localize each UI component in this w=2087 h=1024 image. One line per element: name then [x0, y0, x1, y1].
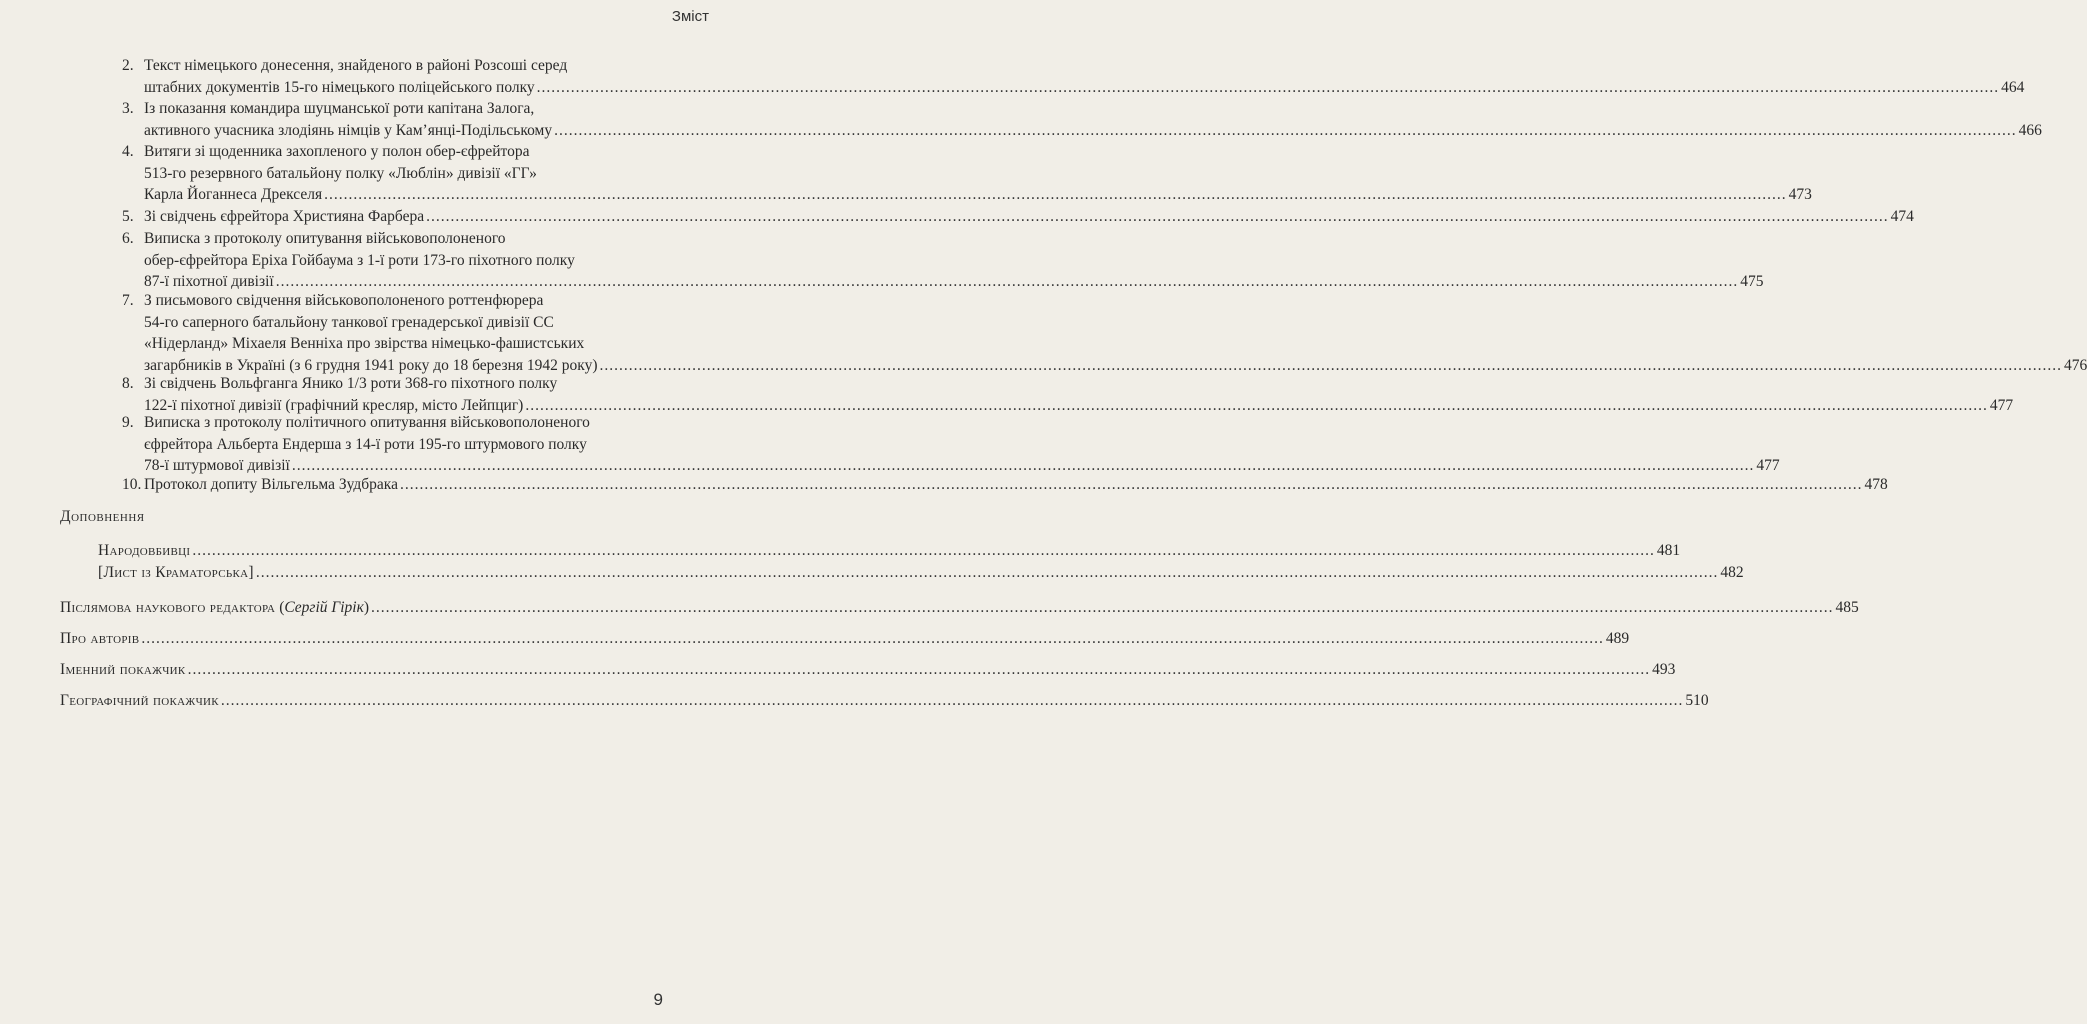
entry-title-line: Із показання командира шуцманської роти капітана Залога,	[144, 100, 535, 117]
dot-leader: ............................................................................................................................................................................................................................................................................................................	[275, 273, 1739, 290]
dot-leader: ............................................................................................................................................................................................................................................................................................................	[220, 692, 1684, 709]
entry-body	[144, 290, 2087, 376]
entry-body	[144, 412, 1780, 477]
entry-page-number: 485	[1835, 599, 1859, 616]
entry-page-number: 475	[1740, 273, 1764, 290]
entry-page-number: 477	[1989, 396, 2014, 414]
entry-body	[144, 228, 1764, 293]
dot-leader: ............................................................................................................................................................................................................................................................................................................	[400, 476, 1863, 493]
back-matter-entry[interactable]	[60, 690, 1709, 712]
entry-body	[144, 55, 2025, 98]
entry-title-text: Іменний покажчик	[60, 661, 186, 678]
dot-leader: ............................................................................................................................................................................................................................................................................................................	[371, 599, 1834, 616]
entry-title: [Лист із Краматорська]	[98, 564, 254, 581]
dot-leader: ............................................................................................................................................................................................................................................................................................................	[255, 564, 1719, 581]
dot-leader: ............................................................................................................................................................................................................................................................................................................	[599, 356, 2062, 374]
toc-entry[interactable]	[122, 474, 1888, 496]
dot-leader: ............................................................................................................................................................................................................................................................................................................	[426, 208, 1889, 225]
dot-leader: ............................................................................................................................................................................................................................................................................................................	[187, 661, 1651, 678]
entry-body	[144, 141, 1812, 206]
entry-title	[60, 659, 186, 681]
entry-number: 7.	[122, 292, 134, 309]
toc-entry[interactable]	[122, 373, 2014, 416]
entry-page-number: 477	[1756, 457, 1780, 474]
entry-title-line: Текст німецького донесення, знайденого в районі Розсоші серед	[144, 57, 568, 74]
entry-title-line: Виписка з протоколу політичного опитування військовополоненого	[144, 414, 590, 431]
entry-last-line	[98, 562, 1744, 584]
entry-last-line	[60, 628, 1630, 650]
entry-last-line	[144, 184, 1812, 206]
entry-page-number: 476	[2064, 356, 2087, 374]
entry-number: 3.	[122, 100, 134, 117]
entry-title-line: штабних документів 15-го німецького поліцейського полку	[144, 78, 535, 96]
entry-body	[144, 474, 1888, 496]
entry-title-line: 513-го резервного батальйону полку «Люблін» дивізії «ГГ»	[144, 164, 537, 182]
entry-title-line: Зі свідчень Вольфганга Янико 1/3 роти 368-го піхотного полку	[144, 375, 558, 392]
entry-last-line	[144, 77, 2025, 99]
entry-last-line	[144, 474, 1888, 496]
supplement-entry[interactable]	[98, 540, 1681, 562]
entry-page-number: 510	[1685, 692, 1709, 709]
dot-leader: ............................................................................................................................................................................................................................................................................................................	[525, 396, 1988, 414]
entry-title: Післямова наукового редактора (Сергій Гірік)	[60, 599, 370, 616]
entry-last-line	[144, 206, 1914, 228]
entry-body	[144, 373, 2014, 416]
entry-title-line: 54-го саперного батальйону танкової гренадерської дивізії СС	[144, 313, 554, 331]
entry-number: 5.	[122, 208, 134, 225]
entry-last-line	[60, 659, 1676, 681]
back-matter-entry[interactable]	[60, 597, 1859, 619]
dot-leader: ............................................................................................................................................................................................................................................................................................................	[554, 121, 2017, 139]
dot-leader: ............................................................................................................................................................................................................................................................................................................	[536, 78, 2000, 96]
toc-entry[interactable]	[122, 228, 1764, 293]
running-head: Зміст	[671, 8, 709, 25]
dot-leader: ............................................................................................................................................................................................................................................................................................................	[141, 630, 1604, 647]
entry-number: 6.	[122, 230, 134, 247]
entry-title-text: Про авторів	[60, 630, 140, 647]
entry-title	[60, 690, 219, 712]
toc-entry[interactable]	[122, 412, 1780, 477]
entry-number: 8.	[122, 375, 134, 392]
entry-title-line: активного учасника злодіянь німців у Кам’янці-Подільському	[144, 121, 553, 139]
entry-title-text: Післямова наукового редактора	[60, 599, 276, 616]
entry-page-number: 493	[1652, 661, 1676, 678]
entry-title-line: «Нідерланд» Міхаеля Венніхa про звірства німецько-фашистських	[144, 335, 585, 352]
back-matter-entry[interactable]	[60, 628, 1630, 650]
entry-last-line	[60, 690, 1709, 712]
entry-title-line: З письмового свідчення військовополоненого роттенфюрера	[144, 292, 544, 309]
entry-number: 9.	[122, 414, 134, 431]
toc-entry[interactable]	[122, 206, 1914, 228]
entry-title-line: 122-ї піхотної дивізії (графічний кресляр, місто Лейпциг)	[144, 396, 524, 414]
entry-page-number: 481	[1656, 542, 1681, 559]
entry-last-line	[60, 597, 1859, 619]
entry-title-line: обер-єфрейтора Еріха Гойбаума з 1-ї роти 173-го піхотного полку	[144, 251, 575, 269]
entry-body	[144, 206, 1914, 228]
entry-page-number: 478	[1864, 476, 1888, 493]
entry-author: Сергій Гірік	[284, 599, 364, 616]
entry-page-number: 466	[2018, 121, 2042, 139]
page-number: 9	[653, 990, 663, 1009]
toc-entry[interactable]	[122, 141, 1812, 206]
entry-title	[60, 628, 139, 650]
entry-page-number: 474	[1890, 208, 1914, 225]
entry-title-line: Зі свідчень єфрейтора Християна Фарбера	[144, 208, 425, 225]
toc-entry[interactable]	[122, 98, 2042, 141]
entry-title-line: Виписка з протоколу опитування військовополоненого	[144, 230, 506, 247]
entry-number: 2.	[122, 57, 134, 74]
entry-title: Народовбивці	[98, 542, 191, 559]
toc-entry[interactable]	[122, 290, 2087, 376]
entry-title-text: Географічний покажчик	[60, 692, 219, 709]
dot-leader: ............................................................................................................................................................................................................................................................................................................	[192, 542, 1655, 559]
entry-last-line	[98, 540, 1681, 562]
toc-entry[interactable]	[122, 55, 2025, 98]
entry-page-number: 482	[1720, 564, 1744, 581]
entry-title-line: Протокол допиту Вільгельма Зудбрака	[144, 476, 398, 493]
dot-leader: ............................................................................................................................................................................................................................................................................................................	[291, 457, 1755, 474]
dot-leader: ............................................................................................................................................................................................................................................................................................................	[324, 186, 1787, 203]
supplements-heading: Доповнення	[60, 508, 145, 525]
entry-page-number: 489	[1605, 630, 1630, 647]
entry-body	[144, 98, 2042, 141]
entry-page-number: 473	[1788, 186, 1812, 203]
entry-title-line: Карла Йоганнеса Дрекселя	[144, 186, 323, 203]
back-matter-entry[interactable]	[60, 659, 1676, 681]
entry-page-number: 464	[2001, 78, 2025, 96]
entry-title-line: 87-ї піхотної дивізії	[144, 273, 274, 290]
entry-number: 10.	[122, 476, 142, 493]
entry-title-line: загарбників в Україні (з 6 грудня 1941 року до 18 березня 1942 року)	[144, 356, 598, 374]
entry-last-line	[144, 120, 2042, 142]
entry-title-line: 78-ї штурмової дивізії	[144, 457, 290, 474]
entry-number: 4.	[122, 143, 134, 160]
entry-title-line: Витяги зі щоденника захопленого у полон обер-єфрейтора	[144, 143, 530, 160]
supplement-entry[interactable]	[98, 562, 1744, 584]
entry-title-line: єфрейтора Альберта Ендерша з 14-ї роти 195-го штурмового полку	[144, 435, 587, 453]
